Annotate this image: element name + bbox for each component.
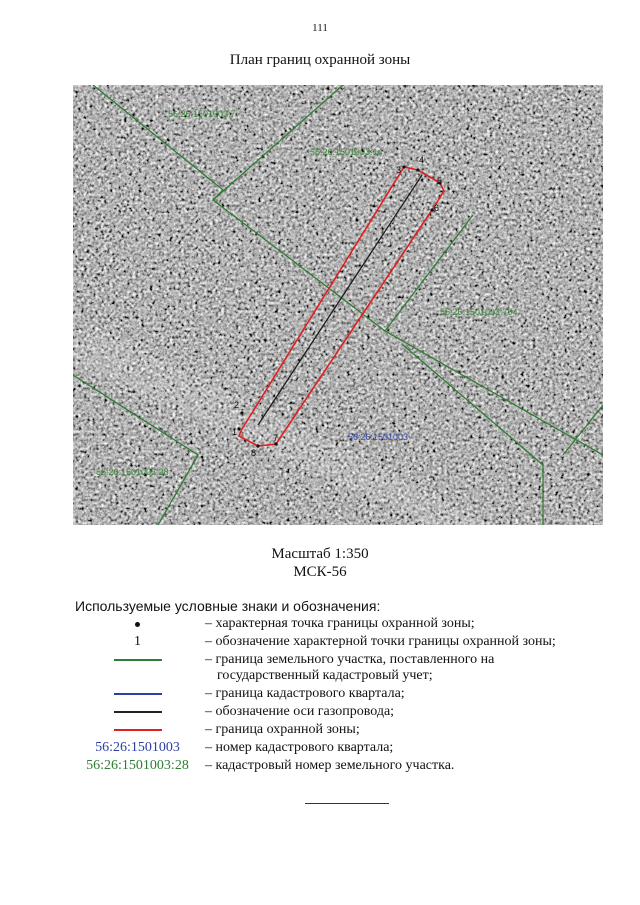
legend-row-parcel-number [70, 758, 630, 774]
point-label-8: 8 [251, 448, 257, 458]
scale-block [0, 545, 640, 581]
crs-text: МСК-56 [293, 564, 347, 580]
legend-text: – граница кадастрового квартала; [205, 686, 405, 701]
parcel-number-symbol: 56:26:1501003:28 [86, 758, 189, 773]
parcel-label-top: 56:26:1501003:14 [310, 147, 383, 157]
zone-line-icon [114, 729, 162, 731]
point-label-5: 5 [437, 176, 443, 186]
point-label-2: 2 [234, 400, 240, 410]
plan-title: План границ охранной зоны [229, 52, 411, 68]
bottom-divider [305, 803, 389, 804]
legend-row-quarter-number [70, 740, 630, 756]
legend-text: – номер кадастрового квартала; [205, 740, 394, 755]
legend-row-zone-boundary [70, 722, 630, 738]
legend-row-point-number [70, 634, 630, 650]
quarter-line-icon [114, 693, 162, 695]
legend-text: – обозначение оси газопровода; [205, 704, 395, 719]
quarter-number-symbol: 56:26:1501003 [95, 740, 180, 755]
quarter-label: 56:26:1501003 [348, 432, 409, 442]
legend-text: – кадастровый номер земельного участка. [205, 758, 455, 773]
point-label-4: 4 [419, 155, 425, 165]
scale-text: Масштаб 1:350 [271, 546, 369, 562]
legend-text: – характерная точка границы охранной зоны; [205, 616, 475, 631]
point-label-3: 3 [396, 165, 402, 175]
parcel-label-bottom-left: 56:26:1501003:28 [96, 467, 169, 477]
legend-row-quarter-boundary [70, 686, 630, 702]
map-image [73, 85, 603, 525]
axis-line-icon [114, 711, 162, 713]
point-number-symbol: 1 [134, 634, 141, 649]
point-dot-icon [135, 622, 140, 627]
point-label-1: 1 [232, 427, 238, 437]
legend-row-pipeline-axis [70, 704, 630, 720]
legend-text: – граница земельного участка, поставленного на [205, 652, 495, 667]
legend [70, 616, 630, 776]
legend-text: – граница охранной зоны; [205, 722, 360, 737]
legend-row-point [70, 616, 630, 632]
page-number: 111 [312, 22, 328, 34]
legend-row-parcel-boundary [70, 652, 630, 684]
parcel-label-right: 56:26:1501003:704 [440, 307, 518, 317]
legend-text: – обозначение характерной точки границы охранной зоны; [205, 634, 556, 649]
parcel-line-icon [114, 659, 162, 661]
point-label-6: 6 [434, 203, 440, 213]
point-label-7: 7 [273, 433, 279, 443]
legend-title: Используемые условные знаки и обозначения: [75, 598, 381, 614]
parcel-label-top-left: 56:26:1501003:7 [168, 109, 236, 119]
legend-text-continued: государственный кадастровый учет; [217, 668, 433, 683]
